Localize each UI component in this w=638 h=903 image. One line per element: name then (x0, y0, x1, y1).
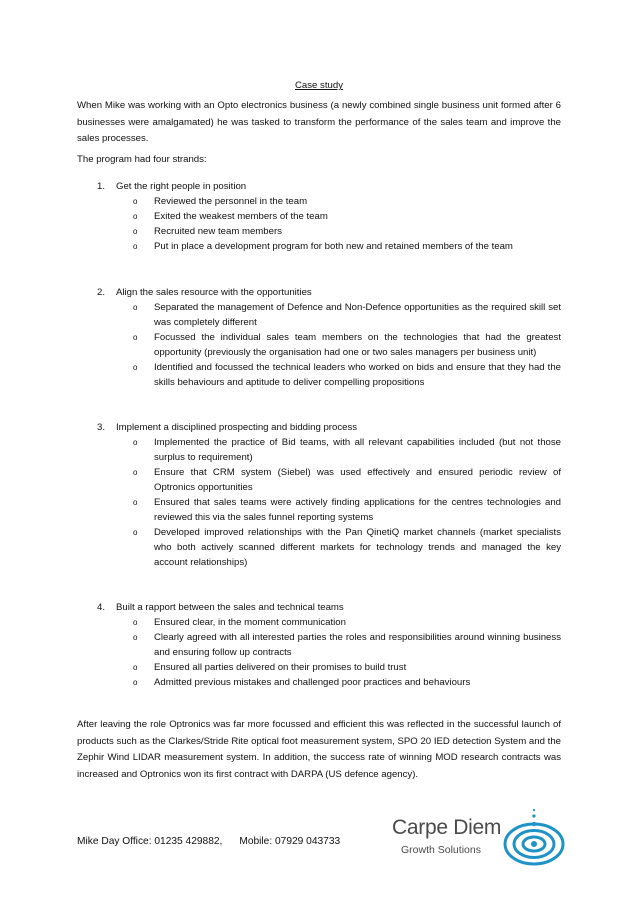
water-ripple-icon (502, 806, 566, 868)
circle-bullet-icon: o (133, 438, 138, 447)
circle-bullet-icon: o (133, 197, 138, 206)
list-item-text: Developed improved relationships with the Pan QinetiQ market channels (market specialists who both actively scanned different markets for technology trends and managed the key account relationships) (154, 527, 561, 568)
strand-2 (77, 285, 561, 390)
list-item (77, 660, 561, 675)
strand-4 (77, 600, 561, 690)
strand-items (77, 615, 561, 690)
list-item-text: Focussed the individual sales team members on the technologies that had the greatest opportunity (previously the organisation had one or two sales managers per business unit) (154, 332, 561, 358)
intro-paragraph: When Mike was working with an Opto electronics business (a newly combined single business unit formed after 6 businesses were amalgamated) he was tasked to transform the performance of the sales team and improve the sales processes. (77, 100, 561, 145)
conclusion-paragraph: After leaving the role Optronics was far more focussed and efficient this was reflected in the successful launch of products such as the Clarkes/Stride Rite optical foot measurement system, SPO 20 IED detection System and the Zephir Wind LIDAR measurement system. In addition, the success rate of winning MOD research contracts was increased and Optronics won its first contract with DARPA (US defence agency). (77, 719, 561, 780)
circle-bullet-icon: o (133, 227, 138, 236)
list-item-text: Clearly agreed with all interested parties the roles and responsibilities around winning business and ensuring follow up contracts (154, 632, 561, 658)
list-item (77, 194, 561, 209)
list-item (77, 495, 561, 525)
list-item (77, 435, 561, 465)
circle-bullet-icon: o (133, 333, 138, 342)
list-item-text: Ensure that CRM system (Siebel) was used effectively and ensured periodic review of Optronics opportunities (154, 467, 561, 493)
carpe-diem-logo (392, 806, 567, 868)
strand-3 (77, 420, 561, 570)
list-item-text: Identified and focussed the technical leaders who worked on bids and ensure that they had the skills behaviours and aptitude to deliver compelling propositions (154, 362, 561, 388)
list-item (77, 630, 561, 660)
circle-bullet-icon: o (133, 678, 138, 687)
circle-bullet-icon: o (133, 528, 138, 537)
circle-bullet-icon: o (133, 242, 138, 251)
circle-bullet-icon: o (133, 303, 138, 312)
strand-heading-text: Align the sales resource with the opportunities (116, 287, 312, 298)
strand-heading (77, 600, 561, 615)
list-item-text: Separated the management of Defence and Non-Defence opportunities as the required skill set was completely different (154, 302, 561, 328)
circle-bullet-icon: o (133, 212, 138, 221)
circle-bullet-icon: o (133, 468, 138, 477)
strand-heading (77, 420, 561, 435)
strand-items (77, 300, 561, 390)
list-item-text: Exited the weakest members of the team (154, 211, 328, 222)
strand-number: 2. (97, 287, 106, 298)
document-title: Case study (295, 80, 343, 91)
footer-contact: Mike Day Office: 01235 429882, Mobile: 07929 043733 (77, 836, 341, 847)
list-item (77, 615, 561, 630)
circle-bullet-icon: o (133, 633, 138, 642)
list-item-text: Ensured clear, in the moment communication (154, 617, 346, 628)
logo-subtitle: Growth Solutions (401, 844, 481, 856)
list-item-text: Put in place a development program for both new and retained members of the team (154, 241, 513, 252)
list-item (77, 224, 561, 239)
strand-heading (77, 179, 561, 194)
list-item (77, 465, 561, 495)
strand-heading (77, 285, 561, 300)
strand-1 (77, 179, 561, 254)
strand-items (77, 435, 561, 570)
list-item-text: Ensured that sales teams were actively finding applications for the centres technologies and reviewed this via the sales funnel reporting systems (154, 497, 561, 523)
strand-heading-text: Get the right people in position (116, 181, 247, 192)
strand-items (77, 194, 561, 254)
list-item (77, 330, 561, 360)
strand-number: 3. (97, 422, 106, 433)
list-item (77, 239, 561, 254)
circle-bullet-icon: o (133, 663, 138, 672)
strand-heading-text: Implement a disciplined prospecting and bidding process (116, 422, 358, 433)
strand-heading-text: Built a rapport between the sales and technical teams (116, 602, 344, 613)
list-item (77, 209, 561, 224)
list-item-text: Implemented the practice of Bid teams, with all relevant capabilities included (but not those surplus to requirement) (154, 437, 561, 463)
circle-bullet-icon: o (133, 498, 138, 507)
logo-title: Carpe Diem (392, 816, 502, 839)
list-item-text: Reviewed the personnel in the team (154, 196, 308, 207)
list-item-text: Admitted previous mistakes and challenged poor practices and behaviours (154, 677, 471, 688)
list-item-text: Ensured all parties delivered on their promises to build trust (154, 662, 407, 673)
list-item (77, 360, 561, 390)
circle-bullet-icon: o (133, 363, 138, 372)
circle-bullet-icon: o (133, 618, 138, 627)
strand-number: 4. (97, 602, 106, 613)
list-item (77, 675, 561, 690)
list-item (77, 300, 561, 330)
strand-number: 1. (97, 181, 106, 192)
program-intro: The program had four strands: (77, 154, 207, 165)
list-item (77, 525, 561, 570)
list-item-text: Recruited new team members (154, 226, 282, 237)
